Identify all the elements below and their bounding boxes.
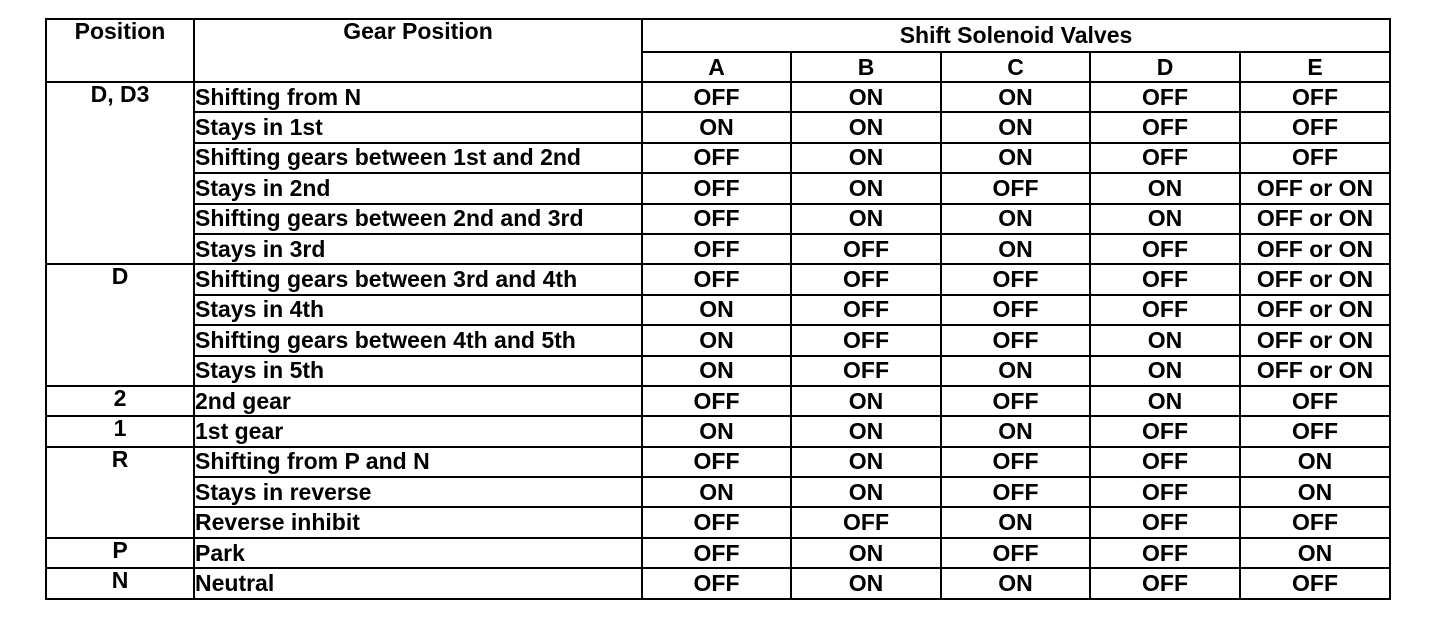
valve-a-cell: ON [642,416,791,446]
valve-d-cell: OFF [1090,447,1240,477]
valve-b-header: B [791,52,941,82]
gear-position-cell: Shifting from N [194,82,642,112]
valve-d-cell: OFF [1090,295,1240,325]
valve-b-cell: ON [791,538,941,568]
position-cell: 1 [46,416,194,446]
valve-d-cell: OFF [1090,264,1240,294]
valve-b-cell: ON [791,82,941,112]
valve-c-cell: ON [941,82,1090,112]
valve-d-cell: ON [1090,325,1240,355]
valve-d-cell: OFF [1090,416,1240,446]
valve-a-cell: OFF [642,264,791,294]
valve-e-cell: OFF or ON [1240,356,1390,386]
valve-e-cell: OFF [1240,507,1390,537]
valve-c-cell: ON [941,143,1090,173]
valve-e-cell: OFF [1240,112,1390,142]
valve-a-cell: ON [642,112,791,142]
valve-e-cell: OFF or ON [1240,173,1390,203]
valve-e-cell: OFF or ON [1240,234,1390,264]
table-row [46,416,1390,446]
valve-d-cell: OFF [1090,143,1240,173]
valve-c-cell: ON [941,356,1090,386]
valve-c-cell: OFF [941,477,1090,507]
valve-d-cell: OFF [1090,507,1240,537]
gear-position-cell: Stays in 4th [194,295,642,325]
valve-a-cell: ON [642,477,791,507]
valve-a-cell: OFF [642,386,791,416]
valve-e-cell: OFF [1240,568,1390,598]
valve-c-cell: OFF [941,538,1090,568]
table-row [46,173,1390,203]
table-row [46,538,1390,568]
position-cell: 2 [46,386,194,416]
valve-d-cell: OFF [1090,538,1240,568]
table-row [46,234,1390,264]
position-cell: R [46,447,194,538]
valve-e-cell: OFF [1240,82,1390,112]
valve-a-cell: ON [642,356,791,386]
shift-solenoid-valves-header: Shift Solenoid Valves [642,19,1390,52]
table-row [46,264,1390,294]
valve-c-cell: ON [941,416,1090,446]
table-row [46,568,1390,598]
valve-b-cell: OFF [791,234,941,264]
table-row [46,295,1390,325]
valve-a-cell: OFF [642,507,791,537]
valve-e-cell: OFF [1240,143,1390,173]
valve-b-cell: ON [791,112,941,142]
valve-c-cell: ON [941,112,1090,142]
valve-a-cell: OFF [642,538,791,568]
position-cell: P [46,538,194,568]
valve-b-cell: ON [791,477,941,507]
valve-c-cell: OFF [941,386,1090,416]
valve-b-cell: ON [791,143,941,173]
valve-d-cell: ON [1090,204,1240,234]
valve-d-cell: OFF [1090,477,1240,507]
table-row [46,325,1390,355]
gear-position-cell: Stays in 2nd [194,173,642,203]
gear-position-cell: Park [194,538,642,568]
table-row [46,112,1390,142]
valve-c-cell: OFF [941,325,1090,355]
valve-c-cell: OFF [941,295,1090,325]
gear-position-cell: Stays in reverse [194,477,642,507]
valve-b-cell: ON [791,416,941,446]
valve-e-cell: OFF [1240,416,1390,446]
valve-d-cell: OFF [1090,112,1240,142]
valve-d-cell: OFF [1090,82,1240,112]
valve-b-cell: OFF [791,325,941,355]
gear-position-cell: Stays in 5th [194,356,642,386]
valve-c-cell: ON [941,568,1090,598]
valve-d-cell: OFF [1090,568,1240,598]
valve-e-header: E [1240,52,1390,82]
position-column-header: Position [46,19,194,82]
valve-a-cell: OFF [642,447,791,477]
table-row [46,386,1390,416]
gear-position-cell: Stays in 1st [194,112,642,142]
valve-d-cell: ON [1090,356,1240,386]
gear-position-cell: Shifting gears between 3rd and 4th [194,264,642,294]
valve-e-cell: OFF [1240,386,1390,416]
valve-c-cell: OFF [941,173,1090,203]
valve-c-cell: ON [941,234,1090,264]
valve-e-cell: OFF or ON [1240,264,1390,294]
valve-b-cell: OFF [791,507,941,537]
gear-position-cell: 1st gear [194,416,642,446]
valve-d-cell: ON [1090,386,1240,416]
valve-b-cell: OFF [791,264,941,294]
valve-d-cell: ON [1090,173,1240,203]
valve-c-cell: ON [941,204,1090,234]
valve-b-cell: ON [791,204,941,234]
position-cell: D, D3 [46,82,194,264]
valve-b-cell: OFF [791,356,941,386]
valve-a-cell: OFF [642,568,791,598]
valve-e-cell: ON [1240,477,1390,507]
gear-position-cell: Shifting gears between 2nd and 3rd [194,204,642,234]
gear-position-cell: 2nd gear [194,386,642,416]
valve-c-cell: ON [941,507,1090,537]
valve-a-cell: OFF [642,173,791,203]
valve-a-cell: ON [642,325,791,355]
valve-b-cell: OFF [791,295,941,325]
valve-e-cell: ON [1240,447,1390,477]
valve-a-cell: OFF [642,234,791,264]
valve-e-cell: ON [1240,538,1390,568]
position-cell: N [46,568,194,598]
gear-position-cell: Shifting from P and N [194,447,642,477]
table-row [46,447,1390,477]
valve-c-cell: OFF [941,264,1090,294]
table-row [46,143,1390,173]
valve-b-cell: ON [791,568,941,598]
table-row [46,356,1390,386]
gear-position-column-header: Gear Position [194,19,642,82]
valve-c-cell: OFF [941,447,1090,477]
shift-solenoid-table [45,18,1391,600]
valve-d-cell: OFF [1090,234,1240,264]
valve-b-cell: ON [791,386,941,416]
gear-position-cell: Shifting gears between 4th and 5th [194,325,642,355]
valve-d-header: D [1090,52,1240,82]
valve-e-cell: OFF or ON [1240,204,1390,234]
table-row [46,204,1390,234]
table-row [46,82,1390,112]
valve-a-cell: OFF [642,143,791,173]
table-row [46,507,1390,537]
gear-position-cell: Stays in 3rd [194,234,642,264]
valve-a-cell: OFF [642,204,791,234]
gear-position-cell: Neutral [194,568,642,598]
valve-b-cell: ON [791,173,941,203]
valve-a-header: A [642,52,791,82]
valve-e-cell: OFF or ON [1240,325,1390,355]
table-body [46,82,1390,599]
gear-position-cell: Shifting gears between 1st and 2nd [194,143,642,173]
table-row [46,477,1390,507]
valve-e-cell: OFF or ON [1240,295,1390,325]
gear-position-cell: Reverse inhibit [194,507,642,537]
valve-c-header: C [941,52,1090,82]
valve-a-cell: OFF [642,82,791,112]
valve-b-cell: ON [791,447,941,477]
valve-a-cell: ON [642,295,791,325]
position-cell: D [46,264,194,386]
